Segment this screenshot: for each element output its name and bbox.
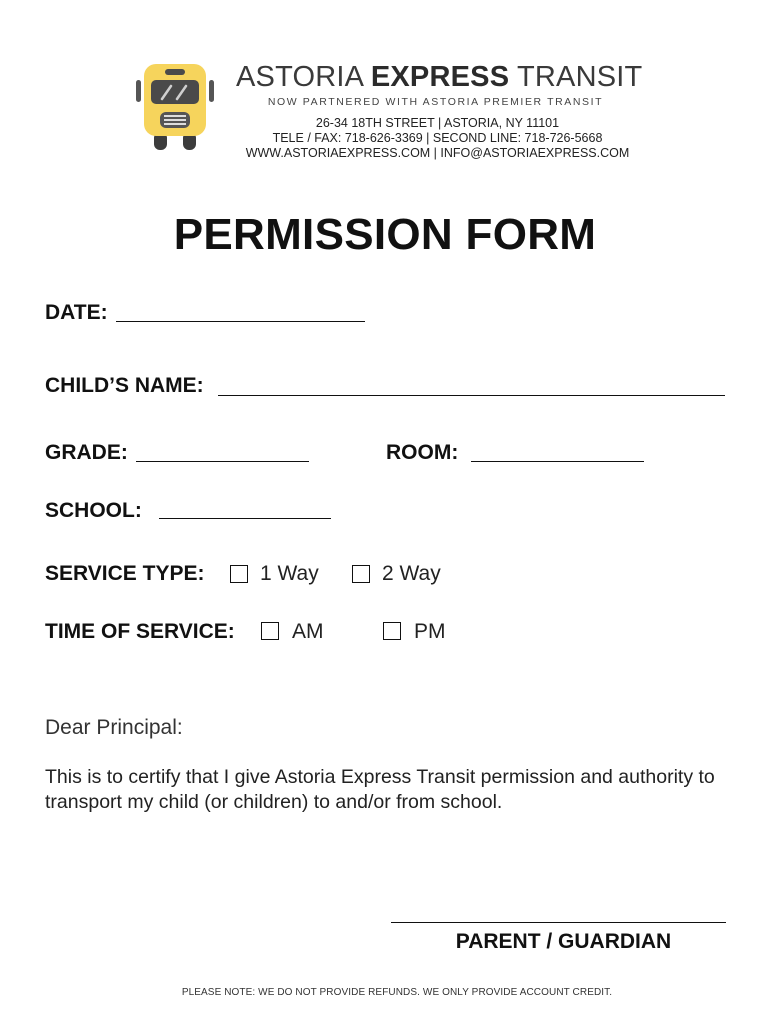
signature-line[interactable] (391, 922, 726, 923)
company-web-email: WWW.ASTORIAEXPRESS.COM | INFO@ASTORIAEXPRESS.COM (245, 146, 630, 160)
room-field-line[interactable] (471, 461, 644, 462)
time-of-service-label: TIME OF SERVICE: (45, 620, 235, 643)
company-address: 26-34 18TH STREET | ASTORIA, NY 11101 (315, 116, 560, 130)
time-of-service-am-label: AM (292, 620, 324, 643)
company-phones: TELE / FAX: 718-626-3369 | SECOND LINE: 718-726-5668 (272, 131, 603, 145)
service-type-label: SERVICE TYPE: (45, 562, 205, 585)
company-name (236, 61, 643, 94)
childs-name-label: CHILD’S NAME: (45, 374, 204, 397)
company-name-part3: TRANSIT (509, 61, 643, 93)
form-title: PERMISSION FORM (173, 210, 597, 259)
service-type-1way-checkbox[interactable] (230, 565, 248, 583)
service-type-2way-checkbox[interactable] (352, 565, 370, 583)
room-label: ROOM: (386, 441, 459, 464)
school-label: SCHOOL: (45, 499, 142, 522)
time-of-service-pm-checkbox[interactable] (383, 622, 401, 640)
company-name-part1: ASTORIA (236, 61, 371, 93)
signature-label: PARENT / GUARDIAN (455, 930, 672, 953)
service-type-1way-label: 1 Way (260, 562, 319, 585)
company-name-part2: EXPRESS (370, 61, 510, 93)
letter-salutation: Dear Principal: (45, 716, 183, 739)
childs-name-field-line[interactable] (218, 395, 725, 396)
company-tagline: NOW PARTNERED WITH ASTORIA PREMIER TRANSIT (267, 96, 604, 108)
date-field-line[interactable] (116, 321, 365, 322)
time-of-service-pm-label: PM (414, 620, 446, 643)
grade-field-line[interactable] (136, 461, 309, 462)
letter-body: This is to certify that I give Astoria Express Transit permission and authority to transport my child (or children) to and/or from school. (45, 766, 715, 813)
school-field-line[interactable] (159, 518, 331, 519)
time-of-service-am-checkbox[interactable] (261, 622, 279, 640)
date-label: DATE: (45, 301, 108, 324)
grade-label: GRADE: (45, 441, 128, 464)
footer-note: PLEASE NOTE: WE DO NOT PROVIDE REFUNDS. WE ONLY PROVIDE ACCOUNT CREDIT. (181, 987, 613, 998)
service-type-2way-label: 2 Way (382, 562, 441, 585)
